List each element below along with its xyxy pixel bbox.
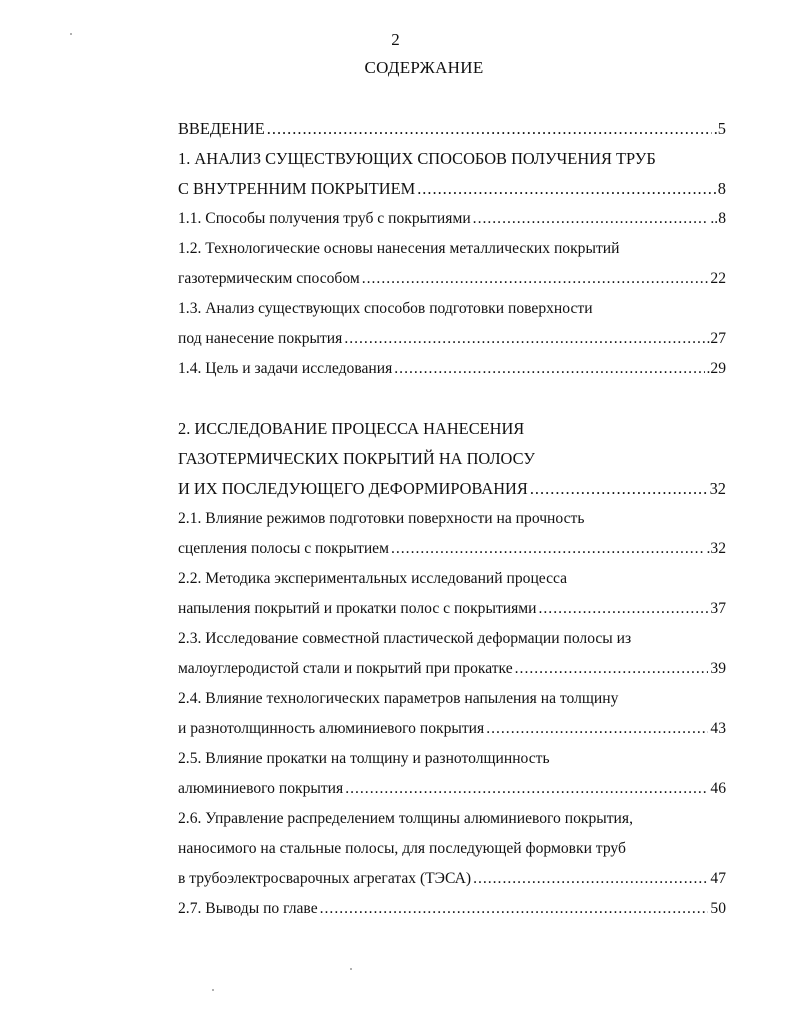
toc-line [178,534,726,564]
toc-entry-text: 1.3. Анализ существующих способов подготовки поверхности [178,300,593,317]
toc-page-number: 46 [710,780,726,797]
toc-page-number: 8 [717,179,726,198]
toc-entry-text: ВВЕДЕНИЕ [178,119,265,138]
page-number: 2 [391,30,400,49]
toc-page-number: .5 [713,119,726,138]
toc-line [178,594,726,624]
dot-leader [417,174,716,204]
section-gap [178,384,726,414]
toc-entry-text: ГАЗОТЕРМИЧЕСКИХ ПОКРЫТИЙ НА ПОЛОСУ [178,449,535,468]
toc-entry-text: газотермическим способом [178,270,360,287]
toc-page-number: 43 [710,720,726,737]
dot-leader [473,204,709,234]
toc-line [178,264,726,294]
dot-leader [394,354,704,384]
toc-entry-text: И ИХ ПОСЛЕДУЮЩЕГО ДЕФОРМИРОВАНИЯ [178,479,528,498]
toc-entry-text: 2.5. Влияние прокатки на толщину и разнотолщинность [178,750,550,767]
toc-page-number: 39 [710,660,726,677]
toc-line [178,804,726,834]
dot-leader [267,114,712,144]
toc-page-number: 50 [710,900,726,917]
dot-leader [473,864,708,894]
toc-line [178,294,726,324]
dot-leader [362,264,709,294]
scan-speck [70,33,72,35]
toc-line [178,444,726,474]
toc-entry-text: С ВНУТРЕННИМ ПОКРЫТИЕМ [178,179,416,198]
dot-leader [515,654,709,684]
toc-entry-text: 2.1. Влияние режимов подготовки поверхности на прочность [178,510,585,527]
dot-leader [344,324,704,354]
toc-entry-text: 1.2. Технологические основы нанесения металлических покрытий [178,240,620,257]
toc-line [178,864,726,894]
toc-page-number: 37 [710,600,726,617]
toc-line [178,894,726,924]
dot-leader [539,594,709,624]
toc-line [178,654,726,684]
toc-line [178,474,726,504]
toc-line [178,414,726,444]
toc-entry-text: и разнотолщинность алюминиевого покрытия [178,720,485,737]
toc-entry-text: 2. ИССЛЕДОВАНИЕ ПРОЦЕССА НАНЕСЕНИЯ [178,419,525,438]
toc-entry-text: под нанесение покрытия [178,330,343,347]
toc-page-number: .32 [706,540,726,557]
toc-line [178,354,726,384]
toc-line [178,744,726,774]
dot-leader [345,774,708,804]
toc-line [178,504,726,534]
toc-line [178,834,726,864]
toc-entry-text: 2.2. Методика экспериментальных исследований процесса [178,570,568,587]
toc-page-number: .29 [706,360,726,377]
toc-page-number: 47 [710,870,726,887]
toc-entry-text: напыления покрытий и прокатки полос с покрытиями [178,600,537,617]
scan-speck [350,968,352,970]
toc-line [178,714,726,744]
toc-page-number: ..8 [710,210,726,227]
toc-line [178,774,726,804]
toc-page-number: 32 [709,479,726,498]
toc-line [178,324,726,354]
toc-entry-text: сцепления полосы с покрытием [178,540,389,557]
dot-leader [320,894,709,924]
toc-page-number: 22 [710,270,726,287]
toc-line [178,684,726,714]
toc-line [178,564,726,594]
toc-entry-text: 2.3. Исследование совместной пластической деформации полосы из [178,630,632,647]
toc-entry-text: 2.4. Влияние технологических параметров напыления на толщину [178,690,619,707]
toc-entry-text: 2.7. Выводы по главе [178,900,318,917]
toc-page-number: .27 [706,330,726,347]
toc-entry-text: в трубоэлектросварочных агрегатах (ТЭСА) [178,870,472,887]
toc-entry-text: наносимого на стальные полосы, для последующей формовки труб [178,840,626,857]
toc-line [178,144,726,174]
table-of-contents [178,114,726,924]
toc-entry-text: алюминиевого покрытия [178,780,344,797]
toc-entry-text: 1. АНАЛИЗ СУЩЕСТВУЮЩИХ СПОСОБОВ ПОЛУЧЕНИЯ ТРУБ [178,149,656,168]
dot-leader [486,714,708,744]
toc-entry-text: 2.6. Управление распределением толщины алюминиевого покрытия, [178,810,633,827]
scan-speck [212,989,214,991]
toc-line [178,624,726,654]
toc-line [178,234,726,264]
page-title: СОДЕРЖАНИЕ [364,58,484,77]
toc-line [178,114,726,144]
toc-entry-text: малоуглеродистой стали и покрытий при прокатке [178,660,513,677]
toc-line [178,204,726,234]
toc-entry-text: 1.4. Цель и задачи исследования [178,360,393,377]
dot-leader [391,534,705,564]
toc-entry-text: 1.1. Способы получения труб с покрытиями [178,210,471,227]
dot-leader [530,474,708,504]
toc-line [178,174,726,204]
